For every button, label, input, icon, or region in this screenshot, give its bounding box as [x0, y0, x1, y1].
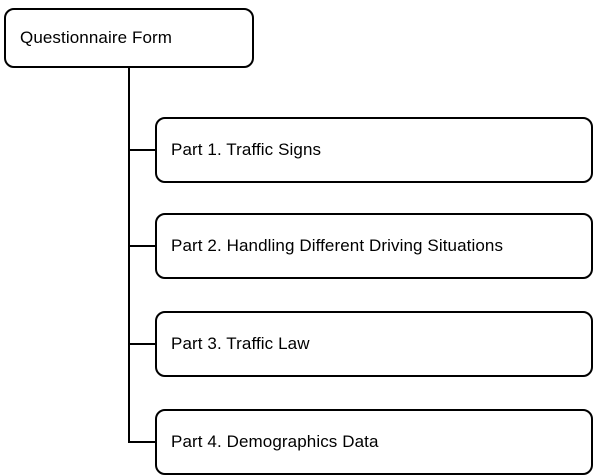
node-part-1-label: Part 1. Traffic Signs: [171, 139, 322, 159]
node-part-2-label: Part 2. Handling Different Driving Situations: [171, 235, 504, 255]
spine-connector: [128, 68, 130, 443]
branch-connector-4: [128, 441, 155, 443]
node-part-1: [155, 117, 593, 183]
root-node-label: Questionnaire Form: [20, 27, 173, 47]
node-part-4: [155, 409, 593, 475]
root-node: [4, 8, 254, 68]
node-part-3: [155, 311, 593, 377]
branch-connector-3: [128, 343, 155, 345]
node-part-2: [155, 213, 593, 279]
node-part-3-label: Part 3. Traffic Law: [171, 333, 310, 353]
branch-connector-2: [128, 245, 155, 247]
branch-connector-1: [128, 149, 155, 151]
node-part-4-label: Part 4. Demographics Data: [171, 431, 379, 451]
